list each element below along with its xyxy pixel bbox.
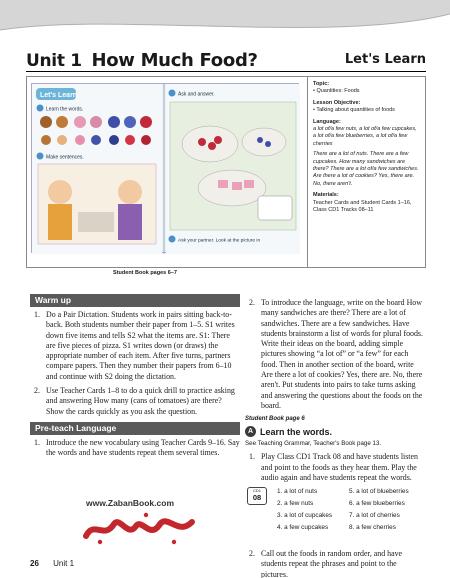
book-spread-illustration (32, 84, 300, 254)
learn-words-title: Learn the words. (260, 426, 333, 437)
vocab-word: 4. a few cupcakes (277, 524, 329, 532)
language-text-1: a lot of/a few nuts, a lot of/a few cupcakes, a lot of/a few blueberries, a lot of/a few cherries (313, 126, 417, 147)
vocab-word: 7. a lot of cherries (349, 512, 400, 520)
list-item: 1. Play Class CD1 Track 08 and have students listen and point to the foods as they hear them. Play the audio again and have students repeat the words. (249, 452, 418, 482)
cd-track-number: 08 (252, 493, 262, 503)
list-item: 2. Call out the foods in random order, and have students repeat the phrases and point to the pictures. (249, 549, 403, 578)
page-number: 26 (30, 559, 39, 568)
svg-text:Ask your partner. Look at the: Ask your partner. Look at the picture in (178, 238, 261, 244)
student-book-page-ref: Student Book page 6 (245, 416, 305, 423)
intro-list (245, 298, 425, 411)
vocab-word: 6. a few blueberries (349, 500, 405, 508)
learn-steps-list (245, 452, 425, 483)
objective-text: • Talking about quantities of foods (313, 107, 395, 114)
section-letter-badge: A (245, 426, 256, 437)
header-curve-decoration (0, 0, 450, 38)
list-item: 2. To introduce the language, write on the board How many sandwiches are there? There are a lot of sandwiches. There are a few sandwiches. Have students brainstorm a list of words for plural foods. Write their ideas on the board, adding simple pictures showing “a lot of” or “a few” for each food. Then in another section of the board, write Are there a lot of cookies? Yes, there are. No, there aren't. Put students into pairs to take turns asking and answering the questions about the foods on the board. (249, 298, 423, 410)
thumb-heading: Let's Learn (40, 92, 78, 99)
cd-label: CD1 (252, 488, 261, 494)
language-label: Language: (313, 118, 341, 125)
materials-text: Teacher Cards and Student Cards 1–16, Class CD1 Tracks 08–11 (313, 199, 412, 214)
svg-text:Make sentences.: Make sentences. (46, 154, 84, 161)
language-text-2: There are a lot of nuts. There are a few cupcakes. How many sandwiches are there? There are a lot of/a few sandwiches. Are there a lot of cookies? Yes, there are. No, there aren't. (313, 151, 419, 187)
topic-label: Topic: (313, 81, 330, 87)
unit-label: Unit 1 (26, 51, 82, 71)
list-item: 1. Introduce the new vocabulary using Teacher Cards 9–16. Say the words and have students repeat them several times. (34, 437, 240, 458)
learn-steps-list-2 (245, 549, 425, 578)
vocab-word: 3. a lot of cupcakes (277, 512, 333, 520)
pre-teach-heading: Pre-teach Language (30, 422, 240, 435)
list-item: 2. Use Teacher Cards 1–8 to do a quick drill to practice asking and answering How many (cans of tomatoes) are there? Show the cards quickly as you ask the question. (34, 386, 235, 416)
svg-text:Learn the words.: Learn the words. (46, 106, 84, 113)
footer-unit-label: Unit 1 (53, 559, 75, 568)
lesson-overview-sidebar (307, 77, 426, 267)
left-column (30, 294, 240, 463)
vocab-word: 2. a few nuts (277, 500, 314, 508)
vocab-word: 1. a lot of nuts (277, 488, 318, 496)
topic-text: • Quantities: Foods (313, 88, 360, 95)
svg-text:Ask and answer.: Ask and answer. (178, 91, 215, 98)
vocab-word: 5. a lot of blueberries (349, 488, 409, 496)
vocab-word: 8. a few cherries (349, 524, 396, 532)
student-book-caption: Student Book pages 6–7 (113, 270, 177, 276)
watermark-url: www.ZabanBook.com (86, 498, 175, 508)
grammar-reference: See Teaching Grammar, Teacher's Book page 13. (245, 440, 382, 448)
objective-label: Lesson Objective: (313, 99, 361, 106)
page-footer (30, 559, 74, 568)
section-title: Let's Learn (344, 52, 426, 67)
list-item: 1. Do a Pair Dictation. Students work in pairs sitting back-to-back. Both students number their paper from 1–5. S1 writes down five items and tells S2 what the items are. S1: There are five pieces of pizza. S1 writes down (or draws) the appropriate number of each item. After five turns, partners compare papers. Then they number their papers from 6–10 and continue with S2 doing the dictation. (34, 310, 235, 381)
materials-label: Materials: (313, 192, 339, 199)
watermark-logo (80, 510, 200, 546)
learn-words-heading (245, 426, 425, 437)
right-column (245, 298, 425, 578)
page-title-row (26, 50, 426, 72)
student-book-thumbnail (31, 83, 299, 253)
vocabulary-word-list (247, 487, 415, 537)
warm-up-list (30, 310, 240, 417)
unit-title: How Much Food? (91, 50, 258, 71)
warm-up-heading: Warm up (30, 294, 240, 307)
page-title (26, 50, 258, 71)
cd-track-badge (247, 487, 267, 505)
pre-teach-list (30, 438, 240, 459)
student-book-preview (26, 76, 426, 268)
